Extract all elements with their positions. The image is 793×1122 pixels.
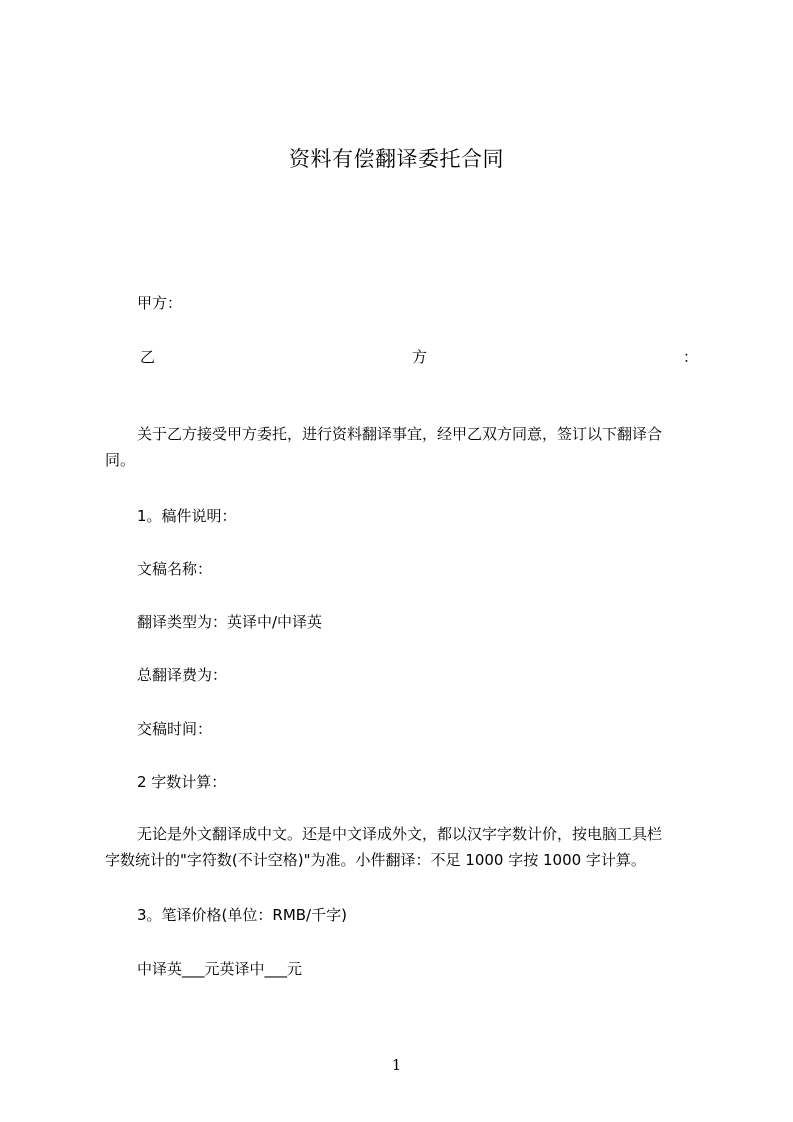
party-b-char-yi: 乙 — [140, 348, 156, 366]
translation-type-field: 翻译类型为：英译中/中译英 — [137, 613, 323, 631]
section-1-heading: 1。稿件说明： — [137, 507, 237, 525]
party-b-char-fang: 方 — [412, 348, 428, 366]
word-count-paragraph — [105, 821, 703, 873]
document-title: 资料有偿翻译委托合同 — [289, 147, 504, 171]
page-number: 1 — [391, 1056, 402, 1074]
word-count-line-1: 无论是外文翻译成中文。还是中文译成外文，都以汉字字数计价，按电脑工具栏 — [137, 825, 663, 843]
manuscript-name-field: 文稿名称： — [137, 560, 213, 578]
total-fee-field: 总翻译费为： — [137, 666, 228, 684]
section-3-heading: 3。笔译价格(单位：RMB/千字) — [137, 906, 347, 924]
party-b-colon: ： — [683, 348, 699, 366]
party-b-label — [140, 346, 699, 366]
intro-paragraph — [105, 421, 703, 473]
section-2-heading: 2 字数计算： — [137, 773, 227, 791]
word-count-line-2: 字数统计的"字符数(不计空格)"为准。小件翻译：不足 1000 字按 1000 字计算。 — [105, 851, 646, 869]
intro-line-1: 关于乙方接受甲方委托，进行资料翻译事宜，经甲乙双方同意，签订以下翻译合 — [137, 425, 663, 443]
intro-line-2: 同。 — [105, 451, 136, 469]
party-a-label: 甲方： — [137, 294, 183, 312]
delivery-time-field: 交稿时间： — [137, 720, 213, 738]
price-line: 中译英___元英译中___元 — [137, 960, 303, 978]
